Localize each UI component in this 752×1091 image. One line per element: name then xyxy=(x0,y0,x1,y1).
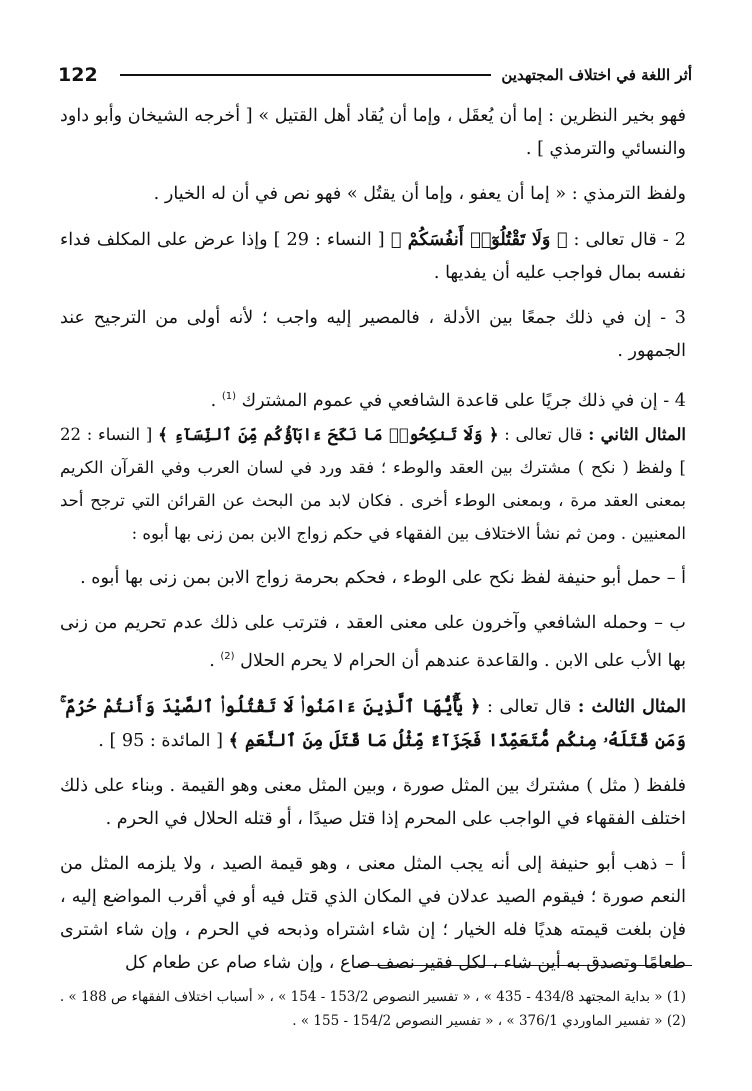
point-2-rest: [ النساء : 29 ] وإذا عرض على المكلف فداء نفسه بمال فواجب عليه أن يفديها . xyxy=(60,230,686,283)
quran-verse-nisa-22: ﴿ وَلَا تَنكِحُوا۟ مَا نَكَحَ ءَابَآؤُكُم مِّنَ ٱلنِّسَآءِ ﴾ xyxy=(158,424,499,444)
paragraph-point-3: 3 - إن في ذلك جمعًا بين الأدلة ، فالمصير إليه واجب ؛ لأنه أولى من الترجيح عند الجمهور . xyxy=(60,308,686,361)
opinion-ba-end: . xyxy=(209,650,221,671)
page-header xyxy=(58,62,692,88)
example-2-intro: قال تعالى : xyxy=(498,424,589,444)
point-4-end: . xyxy=(210,390,222,411)
paragraph-example-2 xyxy=(60,418,686,550)
paragraph-opinion-ba xyxy=(60,607,686,678)
footnote-ref-2[interactable]: (2) xyxy=(220,650,235,662)
footnote-2: (2) « تفسير الماوردي 376/1 » ، « تفسير النصوص 154/2 - 155 » . xyxy=(292,1013,686,1029)
footnote-1: (1) « بداية المجتهد 434/8 - 435 » ، « تفسير النصوص 153/2 - 154 » ، « أسباب اختلاف الفقهاء ص 188 » . xyxy=(59,989,686,1005)
quran-verse-nisa-29: ﴿ وَلَا تَقْتُلُوٓا۟ أَنفُسَكُمْ ﴾ xyxy=(390,229,568,250)
paragraph-hadith-end: فهو بخير النظرين : إما أن يُعقَل ، وإما أن يُقاد أهل القتيل » [ أخرجه الشيخان وأبو داود والنسائي والترمذي ] . xyxy=(60,106,686,159)
main-text xyxy=(60,100,686,992)
paragraph-example-3 xyxy=(60,690,686,758)
running-title: أثر اللغة في اختلاف المجتهدين xyxy=(501,66,692,84)
example-3-ref: [ المائدة : 95 ] . xyxy=(98,730,229,751)
point-2-intro: 2 - قال تعالى : xyxy=(567,230,686,250)
paragraph-point-2 xyxy=(60,223,686,290)
paragraph-mithl: فلفظ ( مثل ) مشترك بين المثل صورة ، وبين المثل معنى وهو القيمة . وبناء على ذلك اختلف الفقهاء في الواجب على المحرم إذا قتل صيدًا ، أو قتله الحلال في الحرم . xyxy=(60,775,686,829)
opinion-ba-text: ب – وحمله الشافعي وآخرون على معنى العقد ، فترتب على ذلك عدم تحريم من زنى بها الأب على الابن . والقاعدة عندهم أن الحرام لا يحرم الحلال xyxy=(60,612,686,671)
example-3-intro: قال تعالى : xyxy=(480,696,578,717)
quran-verse-maida-95: ﴿ يَٰٓأَيُّهَا ٱلَّذِينَ ءَامَنُوا۟ لَا تَقْتُلُوا۟ ٱلصَّيْدَ وَأَنتُمْ حُرُمٌ ۚ وَمَن قَتَلَهُۥ مِنكُم مُّتَعَمِّدًا فَجَزَآءٌ مِّثْلُ مَا قَتَلَ مِنَ ٱلنَّعَمِ ﴾ xyxy=(60,695,686,751)
paragraph-opinion-alif: أ – حمل أبو حنيفة لفظ نكح على الوطء ، فحكم بحرمة زواج الابن بمن زنى بها أبوه . xyxy=(80,567,686,588)
paragraph-tirmidhi: ولفظ الترمذي : « إما أن يعفو ، وإما أن يقتُل » فهو نص في أن له الخيار . xyxy=(153,184,686,204)
footnote-ref-1[interactable]: (1) xyxy=(221,391,237,402)
example-2-body: [ النساء : 22 ] ولفظ ( نكح ) مشترك بين العقد والوطء ؛ فقد ورد في لسان العرب وفي القرآن الكريم بمعنى العقد مرة ، وبمعنى الوطء أخرى . فكان لابد من البحث عن القرائن التي ترجح أحد المعنيين . ومن ثم نشأ الاختلاف بين الفقهاء في حكم زواج الابن بمن زنى بها أبوه : xyxy=(60,424,686,543)
paragraph-point-4 xyxy=(60,380,686,418)
footnotes xyxy=(60,985,686,1033)
paragraph-hanafi-opinion: أ – ذهب أبو حنيفة إلى أنه يجب المثل معنى ، وهو قيمة الصيد ، ولا يلزمه المثل من النعم صورة ؛ فيقوم الصيد عدلان في المكان الذي قتل فيه أو في أقرب المواضع إليه ، فإن بلغت قيمته هديًا فله الخيار ؛ إن شاء اشتراه وذبحه في الحرم ، وإن شاء اشترى طعامًا وتصدق به أين شاء ، لكل فقير نصف صاع ، وإن شاء صام عن طعام كل xyxy=(60,853,686,973)
page-number: 122 xyxy=(58,64,98,86)
point-4-text: 4 - إن في ذلك جريًا على قاعدة الشافعي في عموم المشترك xyxy=(241,390,686,411)
header-rule xyxy=(120,74,492,76)
footnote-separator xyxy=(360,965,692,966)
example-3-label: المثال الثالث : xyxy=(577,695,686,717)
example-2-label: المثال الثاني : xyxy=(588,424,686,444)
